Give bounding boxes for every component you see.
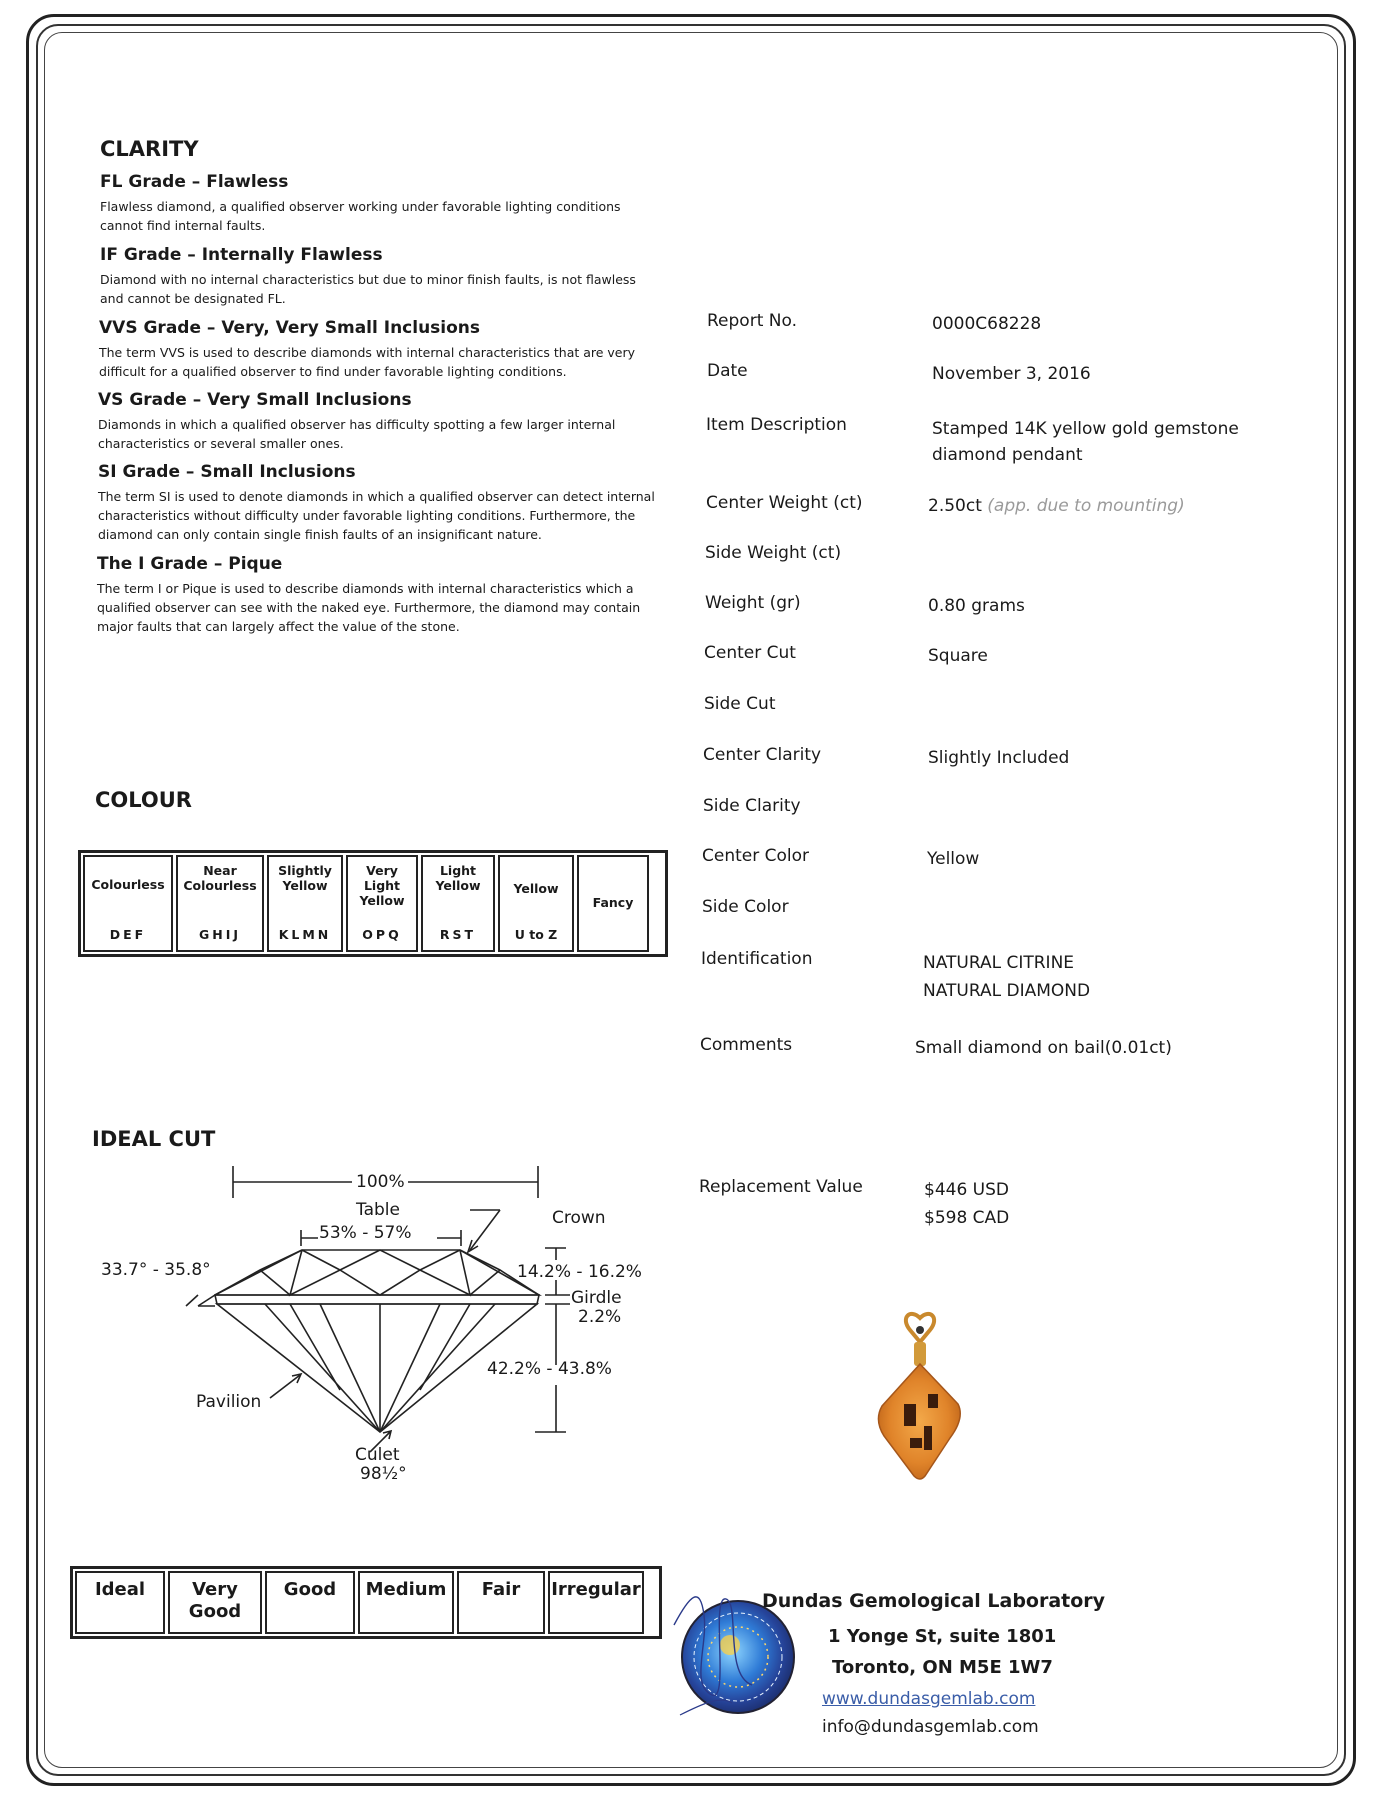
date-value: November 3, 2016 <box>932 364 1091 384</box>
cut-total-width-label: 100% <box>356 1172 405 1192</box>
comments-value: Small diamond on bail(0.01ct) <box>915 1038 1172 1058</box>
ideal-cut-title: IDEAL CUT <box>92 1127 216 1151</box>
lab-website-link[interactable]: www.dundasgemlab.com <box>822 1689 1036 1709</box>
grade-heading: FL Grade – Flawless <box>100 172 289 192</box>
lab-name: Dundas Gemological Laboratory <box>762 1590 1106 1612</box>
lab-email: info@dundasgemlab.com <box>822 1717 1039 1737</box>
cut-grade-good: Good <box>265 1571 355 1634</box>
grade-heading: The I Grade – Pique <box>97 554 283 574</box>
colour-cell-name: Fancy <box>592 895 634 910</box>
colour-cell-name: Yellow <box>513 881 559 896</box>
colour-cell-code: RST <box>439 927 477 942</box>
identification-value: NATURAL CITRINE <box>923 953 1075 973</box>
cut-culet-label: Culet <box>355 1445 400 1465</box>
cut-girdle-percent: 2.2% <box>578 1307 622 1327</box>
cut-crown-angle: 33.7° - 35.8° <box>101 1260 211 1280</box>
colour-cell-name: Very Light Yellow <box>359 863 405 908</box>
colour-cell-code: KLMN <box>278 927 332 942</box>
cut-culet-angle: 98½° <box>360 1464 407 1484</box>
colour-scale-table <box>78 850 668 957</box>
center-weight-label: Center Weight (ct) <box>706 493 863 513</box>
pendant-photo <box>870 1308 970 1488</box>
colour-cell-yellow <box>498 855 574 952</box>
colour-cell-name: Light Yellow <box>435 863 481 893</box>
date-label: Date <box>707 361 748 381</box>
center-weight-amount: 2.50ct <box>928 496 982 516</box>
colour-cell-very-light-yellow <box>346 855 418 952</box>
item-description-value: Stamped 14K yellow gold gemstone <box>932 419 1239 439</box>
item-description-value-line2: diamond pendant <box>932 445 1083 465</box>
weight-gr-value: 0.80 grams <box>928 596 1025 616</box>
grade-description: Diamond with no internal characteristics but due to minor finish faults, is not flawless and cannot be designated FL. <box>100 272 636 306</box>
center-cut-label: Center Cut <box>704 643 796 663</box>
center-weight-note: (app. due to mounting) <box>987 496 1185 516</box>
cut-grade-irregular: Irregular <box>548 1571 644 1634</box>
cut-table-percent: 53% - 57% <box>319 1223 412 1243</box>
colour-cell-slightly-yellow <box>267 855 343 952</box>
grade-description: The term I or Pique is used to describe diamonds with internal characteristics which a qualified observer can see with the naked eye. Furthermore, the diamond may contain major faults that can largely affect the value of the stone. <box>97 581 641 634</box>
cut-table-label: Table <box>356 1200 400 1220</box>
colour-cell-colourless <box>83 855 173 952</box>
cut-grade-very-good: Very Good <box>168 1571 262 1634</box>
clarity-grade-si <box>98 462 668 544</box>
cut-grade-table <box>70 1566 662 1639</box>
colour-cell-near-colourless <box>176 855 264 952</box>
replacement-value-usd: $446 USD <box>924 1180 1009 1200</box>
replacement-value-cad: $598 CAD <box>924 1208 1010 1228</box>
grade-heading: VS Grade – Very Small Inclusions <box>98 390 412 410</box>
grade-description: The term VVS is used to describe diamonds with internal characteristics that are very difficult for a qualified observer to find under favorable lighting conditions. <box>99 345 636 379</box>
clarity-grade-vvs <box>99 318 659 381</box>
clarity-grade-if <box>100 245 660 308</box>
cut-grade-medium: Medium <box>358 1571 454 1634</box>
report-no-value: 0000C68228 <box>932 314 1042 334</box>
colour-cell-light-yellow <box>421 855 495 952</box>
colour-cell-name: Near Colourless <box>183 863 257 893</box>
cut-pavilion-label: Pavilion <box>196 1392 262 1412</box>
side-color-label: Side Color <box>702 897 789 917</box>
grade-heading: VVS Grade – Very, Very Small Inclusions <box>99 318 481 338</box>
grade-description: Diamonds in which a qualified observer has difficulty spotting a few larger internal characteristics or several smaller ones. <box>98 417 616 451</box>
clarity-title: CLARITY <box>100 137 199 161</box>
grade-description: The term SI is used to denote diamonds in which a qualified observer can detect internal characteristics without difficulty under favorable lighting conditions. Furthermore, the diamond can only contain single finish faults of an insignificant nature. <box>98 489 655 542</box>
center-clarity-label: Center Clarity <box>703 745 822 765</box>
center-cut-value: Square <box>928 646 988 666</box>
center-color-label: Center Color <box>702 846 810 866</box>
grade-description: Flawless diamond, a qualified observer working under favorable lighting conditions cannot find internal faults. <box>100 199 621 233</box>
lab-address-line2: Toronto, ON M5E 1W7 <box>832 1657 1053 1678</box>
cut-girdle-label: Girdle <box>571 1288 622 1308</box>
clarity-grade-fl <box>100 172 660 235</box>
side-cut-label: Side Cut <box>704 694 776 714</box>
clarity-grade-i <box>97 554 657 636</box>
colour-cell-name: Slightly Yellow <box>278 863 332 893</box>
colour-cell-name: Colourless <box>91 877 165 892</box>
colour-title: COLOUR <box>95 788 192 812</box>
side-clarity-label: Side Clarity <box>703 796 801 816</box>
colour-cell-code: GHIJ <box>198 927 242 942</box>
report-no-label: Report No. <box>707 311 797 331</box>
weight-gr-label: Weight (gr) <box>705 593 801 613</box>
colour-cell-code: OPQ <box>362 927 402 942</box>
side-weight-label: Side Weight (ct) <box>705 543 842 563</box>
item-description-label: Item Description <box>706 415 847 435</box>
colour-cell-code: U to Z <box>514 927 558 942</box>
comments-label: Comments <box>700 1035 793 1055</box>
cut-grade-ideal: Ideal <box>75 1571 165 1634</box>
center-clarity-value: Slightly Included <box>928 748 1070 768</box>
grade-heading: IF Grade – Internally Flawless <box>100 245 383 265</box>
colour-cell-fancy <box>577 855 649 952</box>
lab-address-line1: 1 Yonge St, suite 1801 <box>828 1626 1057 1647</box>
colour-cell-code: DEF <box>109 927 147 942</box>
identification-label: Identification <box>701 949 813 969</box>
cut-grade-fair: Fair <box>457 1571 545 1634</box>
cut-pavilion-depth: 42.2% - 43.8% <box>487 1359 612 1379</box>
identification-value-line2: NATURAL DIAMOND <box>923 981 1091 1001</box>
grade-heading: SI Grade – Small Inclusions <box>98 462 356 482</box>
cut-crown-height: 14.2% - 16.2% <box>517 1262 642 1282</box>
clarity-grade-vs <box>98 390 658 453</box>
cut-crown-label: Crown <box>552 1208 606 1228</box>
replacement-value-label: Replacement Value <box>699 1177 863 1197</box>
center-weight-value <box>928 496 1185 516</box>
center-color-value: Yellow <box>927 849 980 869</box>
